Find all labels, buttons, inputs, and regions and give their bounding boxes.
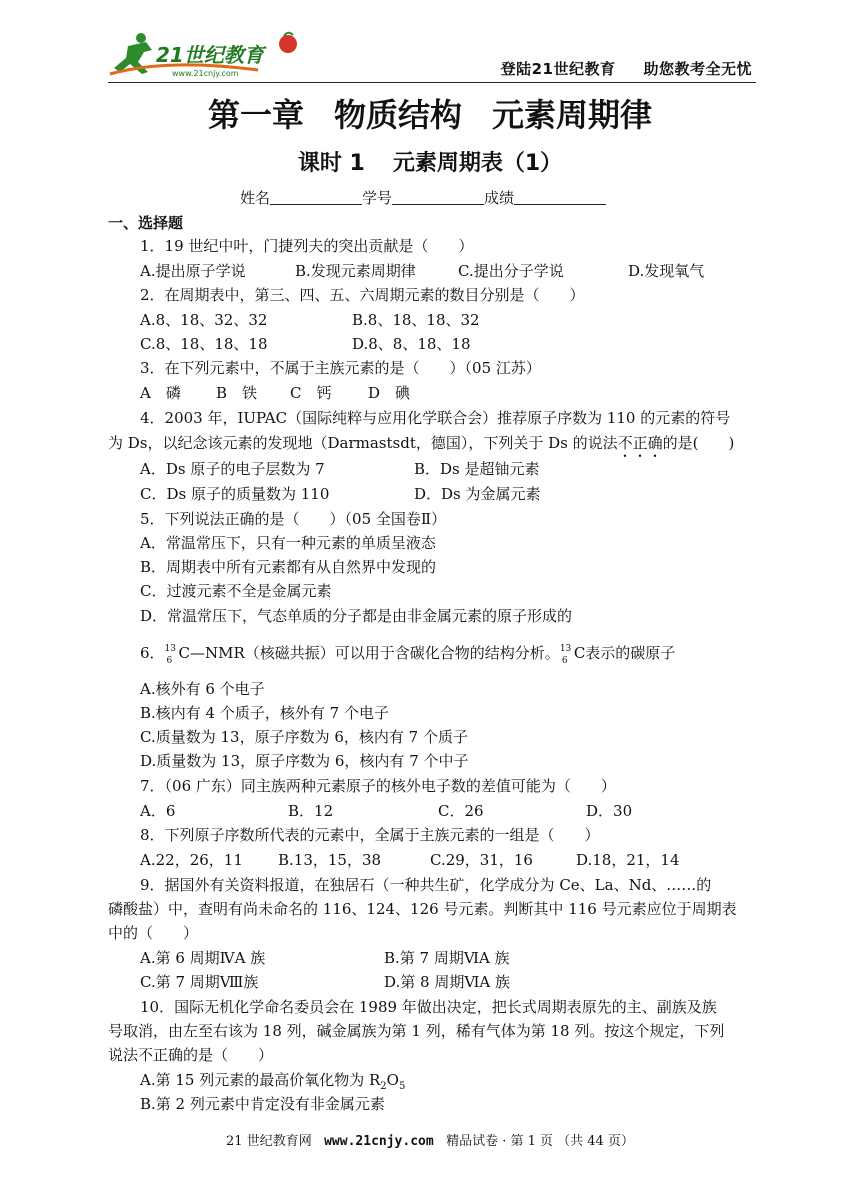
- footer-site-name: 21 世纪教育网: [226, 1134, 312, 1149]
- slogan-left: 登陆21世纪教育: [500, 60, 616, 78]
- q1-option-d: D.发现氧气: [628, 262, 705, 280]
- q6-isotope-2: 13 6: [559, 644, 572, 666]
- q8-option-b: B.13，15，38: [278, 851, 382, 869]
- name-blank: [270, 190, 362, 205]
- site-logo: [108, 28, 308, 80]
- q4-option-d: D．Ds 为金属元素: [414, 485, 541, 503]
- slogan-right: 助您教考全无忧: [643, 60, 752, 78]
- q4-option-b: B．Ds 是超铀元素: [414, 460, 540, 478]
- svg-text:21世纪教育: 21世纪教育: [156, 43, 264, 67]
- q10-stem-line1: 10．国际无机化学命名委员会在 1989 年做出决定，把长式周期表原先的主、副族及族: [140, 998, 717, 1016]
- footer-page-info: 精品试卷 · 第 1 页 （共 44 页）: [446, 1134, 634, 1149]
- q6-stem: 6． 13 6 C—NMR（核磁共振）可以用于含碳化合物的结构分析。 13 6 C表示的碳原子: [140, 644, 676, 666]
- q4-stem-line1: 4．2003 年，IUPAC（国际纯粹与应用化学联合会）推荐原子序数为 110 的元素的符号: [140, 409, 731, 427]
- q2-option-c: C.8、18、18、18: [140, 335, 268, 353]
- q1-option-b: B.发现元素周期律: [295, 262, 416, 280]
- q10-option-b: B.第 2 列元素中肯定没有非金属元素: [140, 1095, 385, 1113]
- title-part-topic: 物质结构: [333, 96, 462, 134]
- q8-option-a: A.22，26，11: [140, 851, 243, 869]
- score-blank: [514, 190, 606, 205]
- q8-option-c: C.29，31，16: [430, 851, 533, 869]
- q5-option-c: C．过渡元素不全是金属元素: [140, 582, 332, 600]
- q7-option-b: B．12: [288, 802, 334, 820]
- q3-stem: 3．在下列元素中，不属于主族元素的是（ ）（05 江苏）: [140, 359, 541, 377]
- name-label: 姓名: [240, 189, 271, 207]
- q6-option-a: A.核外有 6 个电子: [140, 680, 265, 698]
- q9-stem-line3: 中的（ ）: [108, 924, 199, 942]
- q9-option-b: B.第 7 周期ⅥA 族: [384, 949, 510, 967]
- q10-option-a: A.第 15 列元素的最高价氧化物为 $R_2O_5$: [140, 1071, 406, 1092]
- q1-stem: 1．19 世纪中叶，门捷列夫的突出贡献是（ ）: [140, 237, 474, 255]
- q10-stem-line2: 号取消，由左至右该为 18 列，碱金属族为第 1 列，稀有气体为第 18 列。按这个规定，下列: [108, 1022, 725, 1040]
- footer-site-link[interactable]: www.21cnjy.com: [324, 1134, 434, 1149]
- q7-stem: 7．（06 广东）同主族两种元素原子的核外电子数的差值可能为（ ）: [140, 777, 616, 795]
- q4-option-c: C．Ds 原子的质量数为 110: [140, 485, 330, 503]
- page-footer: [0, 1130, 860, 1149]
- q4-stem-end: 的是( ): [662, 434, 735, 452]
- lesson-number: 课时 1: [297, 151, 365, 176]
- student-info: [240, 187, 606, 208]
- q2-stem: 2．在周期表中，第三、四、五、六周期元素的数目分别是（ ）: [140, 286, 585, 304]
- q5-option-b: B．周期表中所有元素都有从自然界中发现的: [140, 558, 437, 576]
- q2-option-b: B.8、18、18、32: [352, 311, 480, 329]
- q3-option-c: C 钙: [290, 384, 332, 402]
- lesson-subtitle: [0, 146, 860, 177]
- q6-stem-end: 表示的碳原子: [585, 644, 676, 662]
- q4-emphasis: 不正确: [617, 434, 663, 452]
- q7-option-a: A．6: [140, 802, 176, 820]
- q4-stem-text: 为 Ds，以纪念该元素的发现地（Darmastsdt，德国），下列关于 Ds 的说法: [108, 434, 618, 452]
- q6-option-b: B.核内有 4 个质子，核外有 7 个电子: [140, 704, 389, 722]
- q6-option-d: D.质量数为 13，原子序数为 6，核内有 7 个中子: [140, 752, 469, 770]
- q1-option-c: C.提出分子学说: [458, 262, 564, 280]
- q7-option-c: C．26: [438, 802, 484, 820]
- header-rule: [108, 82, 756, 83]
- page-header: [108, 28, 756, 84]
- q2-option-a: A.8、18、32、32: [140, 311, 268, 329]
- q3-option-a: A 磷: [140, 384, 181, 402]
- lesson-topic: 元素周期表（1）: [392, 151, 563, 176]
- q9-option-d: D.第 8 周期ⅥA 族: [384, 973, 511, 991]
- q6-number: 6．: [140, 644, 165, 662]
- q8-option-d: D.18，21，14: [576, 851, 680, 869]
- q10-stem-line3: 说法不正确的是（ ）: [108, 1046, 274, 1064]
- q6-stem-text: —NMR（核磁共振）可以用于含碳化合物的结构分析。: [190, 644, 560, 662]
- q6-isotope-1: 13 6: [164, 644, 176, 666]
- title-part-chapter: 第一章: [207, 96, 304, 134]
- q9-stem-line1: 9．据国外有关资料报道，在独居石（一种共生矿，化学成分为 Ce、La、Nd、……的: [140, 876, 712, 894]
- q3-option-d: D 碘: [368, 384, 411, 402]
- id-blank: [392, 190, 484, 205]
- q6-option-c: C.质量数为 13，原子序数为 6，核内有 7 个质子: [140, 728, 468, 746]
- q5-option-d: D．常温常压下，气态单质的分子都是由非金属元素的原子形成的: [140, 607, 573, 625]
- id-label: 学号: [362, 189, 393, 207]
- q9-option-c: C.第 7 周期Ⅷ族: [140, 973, 259, 991]
- score-label: 成绩: [484, 189, 515, 207]
- q9-stem-line2: 磷酸盐）中，查明有尚未命名的 116、124、126 号元素。判断其中 116 号元素应位于周期表: [108, 900, 737, 918]
- q3-option-b: B 铁: [216, 384, 258, 402]
- title-part-law: 元素周期律: [492, 96, 653, 134]
- svg-text:www.21cnjy.com: www.21cnjy.com: [172, 69, 239, 78]
- q4-option-a: A．Ds 原子的电子层数为 7: [140, 460, 325, 478]
- chapter-title: [0, 90, 860, 136]
- q9-option-a: A.第 6 周期ⅣA 族: [140, 949, 266, 967]
- header-slogan: [501, 58, 752, 79]
- q5-stem: 5．下列说法正确的是（ ）（05 全国卷Ⅱ）: [140, 510, 447, 528]
- q1-option-a: A.提出原子学说: [140, 262, 246, 280]
- section-heading: 一、选择题: [108, 214, 184, 232]
- q7-option-d: D．30: [586, 802, 633, 820]
- q5-option-a: A．常温常压下，只有一种元素的单质呈液态: [140, 534, 436, 552]
- q8-stem: 8．下列原子序数所代表的元素中，全属于主族元素的一组是（ ）: [140, 826, 600, 844]
- q2-option-d: D.8、8、18、18: [352, 335, 471, 353]
- q4-stem-line2: [108, 434, 734, 461]
